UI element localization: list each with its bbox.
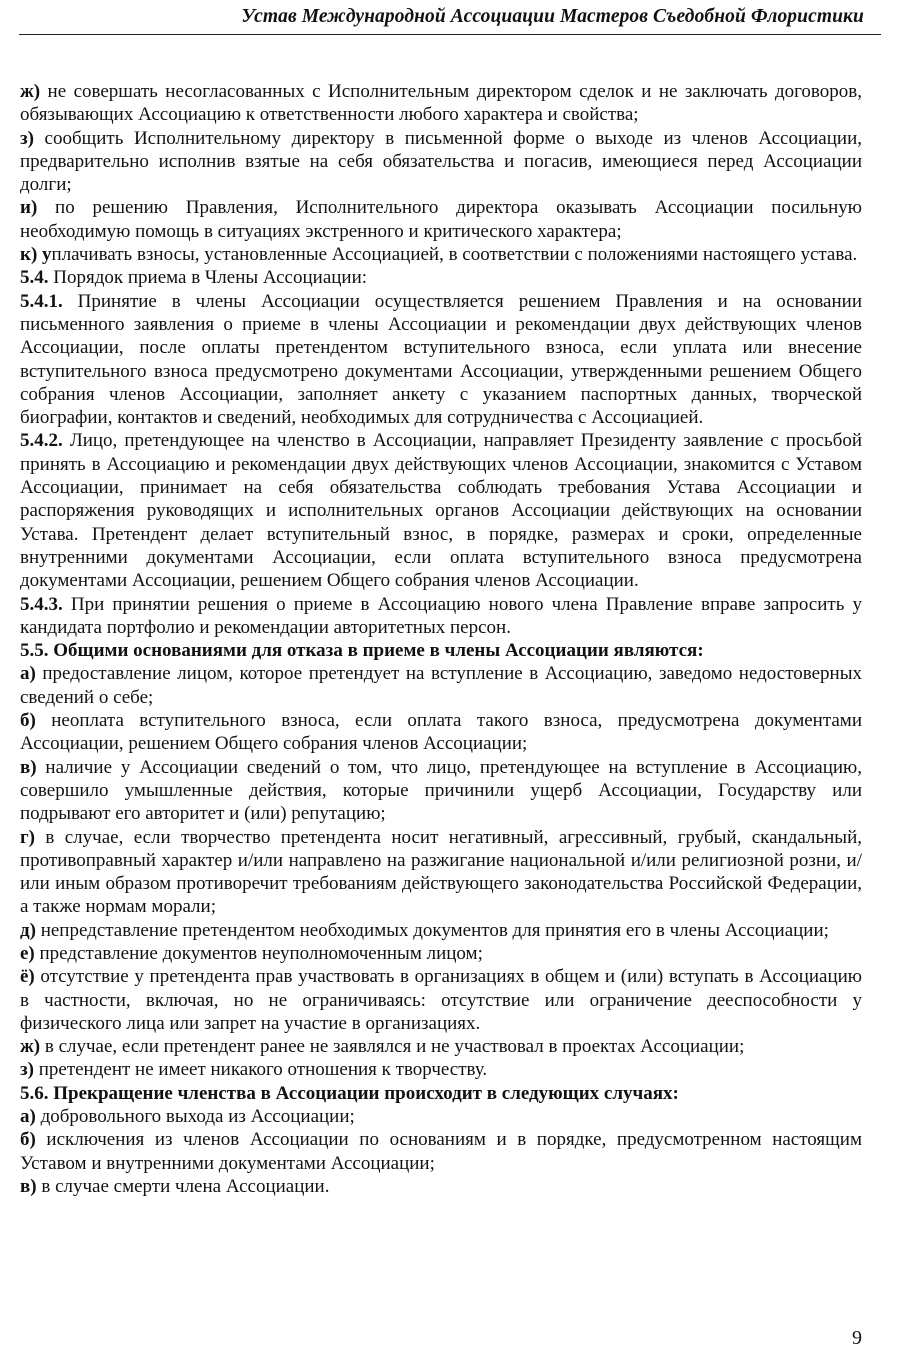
document-paragraph <box>20 196 862 243</box>
paragraph-text: Прекращение членства в Ассоциации происходит в следующих случаях: <box>48 1082 679 1104</box>
document-paragraph <box>20 1035 862 1058</box>
page-number: 9 <box>852 1327 862 1349</box>
paragraph-label: к) у <box>20 244 52 266</box>
paragraph-label: б) <box>20 1129 36 1151</box>
document-paragraph <box>20 243 862 266</box>
document-paragraph <box>20 429 862 592</box>
paragraph-text: представление документов неуполномоченным лицом; <box>34 942 483 964</box>
paragraph-label: 5.4.3. <box>20 593 63 615</box>
document-paragraph <box>20 290 862 430</box>
document-paragraph <box>20 80 862 127</box>
paragraph-label: в) <box>20 756 37 778</box>
paragraph-label: в) <box>20 1175 37 1197</box>
paragraph-label: б) <box>20 710 36 732</box>
page-header <box>0 0 900 36</box>
document-paragraph <box>20 1058 862 1081</box>
paragraph-text: наличие у Ассоциации сведений о том, что лицо, претендующее на вступление в Ассоциацию, совершило умышленные действия, которые причинили ущерб Ассоциации, Государству или подрывают его авторитет и (или) репутацию; <box>20 756 862 825</box>
document-paragraph <box>20 942 862 965</box>
paragraph-text: предоставление лицом, которое претендует на вступление в Ассоциацию, заведомо недостоверных сведений о себе; <box>20 663 862 708</box>
document-paragraph <box>20 1175 862 1198</box>
document-paragraph <box>20 1128 862 1175</box>
paragraph-text: Порядок приема в Члены Ассоциации: <box>48 267 368 289</box>
paragraph-text: по решению Правления, Исполнительного директора оказывать Ассоциации посильную необходимую помощь в ситуациях экстренного и критического характера; <box>20 197 862 242</box>
paragraph-label: 5.4.1. <box>20 290 63 312</box>
paragraph-text: непредставление претендентом необходимых документов для принятия его в члены Ассоциации; <box>35 919 829 941</box>
document-paragraph <box>20 919 862 942</box>
document-paragraph <box>20 127 862 197</box>
paragraph-text: в случае, если творчество претендента носит негативный, агрессивный, грубый, скандальный, противоправный характер и/или направлено на разжигание национальной и/или религиозной розни, и/или иным образом противоречит требованиям действующего законодательства Российской Федерации, а также нормам морали; <box>20 826 862 918</box>
paragraph-text: претендент не имеет никакого отношения к творчеству. <box>33 1059 488 1081</box>
paragraph-text: добровольного выхода из Ассоциации; <box>35 1106 355 1128</box>
document-paragraph <box>20 266 862 289</box>
paragraph-label: 5.4.2. <box>20 430 63 452</box>
paragraph-text: Общими основаниями для отказа в приеме в члены Ассоциации являются: <box>48 640 704 662</box>
document-body <box>20 80 862 1198</box>
paragraph-label: 5.6. <box>20 1082 49 1104</box>
document-paragraph <box>20 826 862 919</box>
document-paragraph <box>20 1082 862 1105</box>
paragraph-label: а) <box>20 1106 36 1128</box>
paragraph-label: ж) <box>20 1036 41 1058</box>
paragraph-text: в случае, если претендент ранее не заявлялся и не участвовал в проектах Ассоциации; <box>40 1036 745 1058</box>
header-divider <box>19 34 881 35</box>
paragraph-label: 5.4. <box>20 267 49 289</box>
document-paragraph <box>20 1105 862 1128</box>
document-title: Устав Международной Ассоциации Мастеров Съедобной Флористики <box>241 6 864 27</box>
paragraph-text: При принятии решения о приеме в Ассоциацию нового члена Правление вправе запросить у кандидата портфолио и рекомендации авторитетных персон. <box>20 593 862 638</box>
document-paragraph <box>20 709 862 756</box>
document-paragraph <box>20 756 862 826</box>
paragraph-label: г) <box>20 826 35 848</box>
paragraph-text: Принятие в члены Ассоциации осуществляется решением Правления и на основании письменного заявления о приеме в члены Ассоциации и рекомендации двух действующих членов Ассоциации, после оплаты претендентом вступительного взноса, если уплата или внесение вступительного взноса предусмотрено документами Ассоциации, утвержденными решением Общего собрания членов Ассоциации, заполняет анкету с указанием паспортных данных, творческой биографии, контактов и сведений, необходимых для сотрудничества с Ассоциацией. <box>20 290 862 429</box>
paragraph-label: ж) <box>20 81 41 102</box>
paragraph-text: в случае смерти члена Ассоциации. <box>36 1175 330 1197</box>
paragraph-text: плачивать взносы, установленные Ассоциацией, в соответствии с положениями настоящего устава. <box>51 244 858 266</box>
paragraph-label: ё) <box>20 966 35 988</box>
paragraph-label: з) <box>20 1059 34 1081</box>
paragraph-text: не совершать несогласованных с Исполнительным директором сделок и не заключать договоров, обязывающих Ассоциацию к ответственности любого характера и свойства; <box>20 81 862 126</box>
document-paragraph <box>20 662 862 709</box>
paragraph-text: сообщить Исполнительному директору в письменной форме о выходе из членов Ассоциации, предварительно исполнив взятые на себя обязательства и погасив, имеющиеся перед Ассоциации долги; <box>20 127 862 196</box>
paragraph-text: неоплата вступительного взноса, если оплата такого взноса, предусмотрена документами Ассоциации, решением Общего собрания членов Ассоциации; <box>20 710 862 755</box>
paragraph-label: 5.5. <box>20 640 49 662</box>
paragraph-label: и) <box>20 197 38 219</box>
paragraph-label: д) <box>20 919 36 941</box>
paragraph-label: е) <box>20 942 35 964</box>
document-paragraph <box>20 593 862 640</box>
document-paragraph <box>20 965 862 1035</box>
paragraph-label: а) <box>20 663 36 685</box>
paragraph-text: отсутствие у претендента прав участвовать в организациях в общем и (или) вступать в Ассоциацию в частности, включая, но не ограничиваясь: отсутствие или ограничение дееспособности у физического лица или запрет на участие в организациях. <box>20 966 862 1034</box>
document-paragraph <box>20 639 862 662</box>
paragraph-text: исключения из членов Ассоциации по основаниям и в порядке, предусмотренном настоящим Уставом и внутренними документами Ассоциации; <box>20 1129 862 1174</box>
paragraph-label: з) <box>20 127 34 149</box>
paragraph-text: Лицо, претендующее на членство в Ассоциации, направляет Президенту заявление с просьбой принять в Ассоциацию и рекомендации двух действующих членов Ассоциации, знакомится с Уставом Ассоциации, принимает на себя обязательства соблюдать требования Устава Ассоциации и распоряжения руководящих и исполнительных органов Ассоциации действующих на основании Устава. Претендент делает вступительный взнос, в порядке, размерах и сроки, определенные внутренними документами Ассоциации, если оплата вступительного взноса предусмотрена документами Ассоциации, решением Общего собрания членов Ассоциации. <box>20 430 862 592</box>
